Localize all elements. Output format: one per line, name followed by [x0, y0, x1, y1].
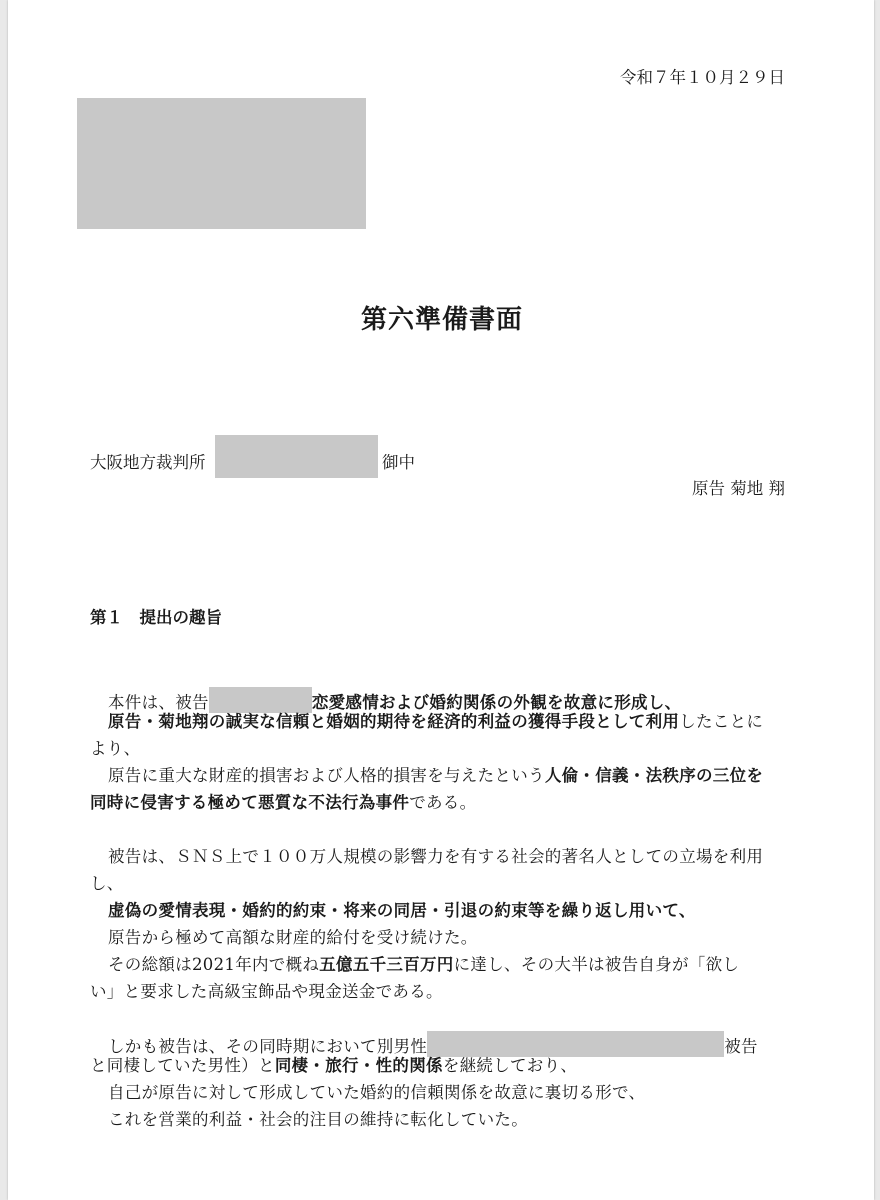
redacted-defendant-name — [209, 687, 312, 713]
text-span: と同棲していた男性）と — [90, 1056, 275, 1075]
text-span: したことに — [679, 712, 764, 731]
text-span-bold: 五億五千三百万円 — [319, 955, 454, 974]
document-date: 令和７年１０月２９日 — [620, 68, 785, 87]
text-span: その総額は2021年内で概ね — [108, 955, 320, 974]
text-span: 本件は、被告 — [108, 693, 209, 712]
paragraph-2-line-3: 虚偽の愛情表現・婚約的約束・将来の同居・引退の約束等を繰り返し用いて、 — [108, 901, 696, 920]
text-span: 被告 — [724, 1037, 758, 1056]
plaintiff-name: 原告 菊地 翔 — [692, 479, 785, 498]
text-span-bold: 同棲・旅行・性的関係 — [274, 1056, 443, 1075]
paragraph-3-line-1 — [108, 1031, 758, 1057]
paragraph-1-line-4 — [108, 768, 763, 785]
text-span: である。 — [409, 793, 477, 812]
text-span: 原告に重大な財産的損害および人格的損害を与えたという — [108, 766, 545, 785]
court-honorific: 御中 — [382, 453, 415, 472]
paragraph-3-line-2 — [90, 1058, 577, 1075]
text-span-bold: 恋愛感情および婚約関係の外観を故意に形成し、 — [311, 693, 682, 712]
paragraph-3-line-4: これを営業的利益・社会的注目の維持に転化していた。 — [108, 1110, 528, 1129]
paragraph-3-line-3: 自己が原告に対して形成していた婚約的信頼関係を故意に裏切る形で、 — [108, 1083, 646, 1102]
document-page — [8, 0, 874, 1200]
paragraph-1-line-5 — [90, 795, 476, 812]
redacted-court-division — [215, 435, 378, 478]
text-span-bold: 人倫・信義・法秩序の三位を — [544, 766, 764, 785]
paragraph-1-line-1 — [108, 687, 681, 713]
section-heading: 第１ 提出の趣旨 — [90, 608, 222, 627]
redacted-other-man-name — [427, 1031, 724, 1057]
paragraph-1-line-2 — [108, 714, 763, 731]
paragraph-2-line-5 — [108, 957, 739, 974]
text-span: に達し、その大半は被告自身が「欲し — [453, 955, 740, 974]
redacted-block — [77, 98, 366, 229]
paragraph-2-line-4: 原告から極めて高額な財産的給付を受け続けた。 — [108, 928, 478, 947]
paragraph-2-line-6: い」と要求した高級宝飾品や現金送金である。 — [90, 982, 443, 1001]
text-span-bold: 同時に侵害する極めて悪質な不法行為事件 — [90, 793, 410, 812]
paragraph-2-line-1: 被告は、ＳＮＳ上で１００万人規模の影響力を有する社会的著名人としての立場を利用 — [108, 847, 764, 866]
paragraph-1-line-3: より、 — [90, 739, 141, 758]
court-name: 大阪地方裁判所 — [90, 453, 206, 472]
text-span: を継続しており、 — [442, 1056, 578, 1075]
text-span-bold: 原告・菊地翔の誠実な信頼と婚姻的期待を経済的利益の獲得手段として利用 — [108, 712, 680, 731]
text-span: しかも被告は、その同時期において別男性 — [108, 1037, 428, 1056]
paragraph-2-line-2: し、 — [90, 874, 124, 893]
document-title: 第六準備書面 — [361, 305, 524, 335]
